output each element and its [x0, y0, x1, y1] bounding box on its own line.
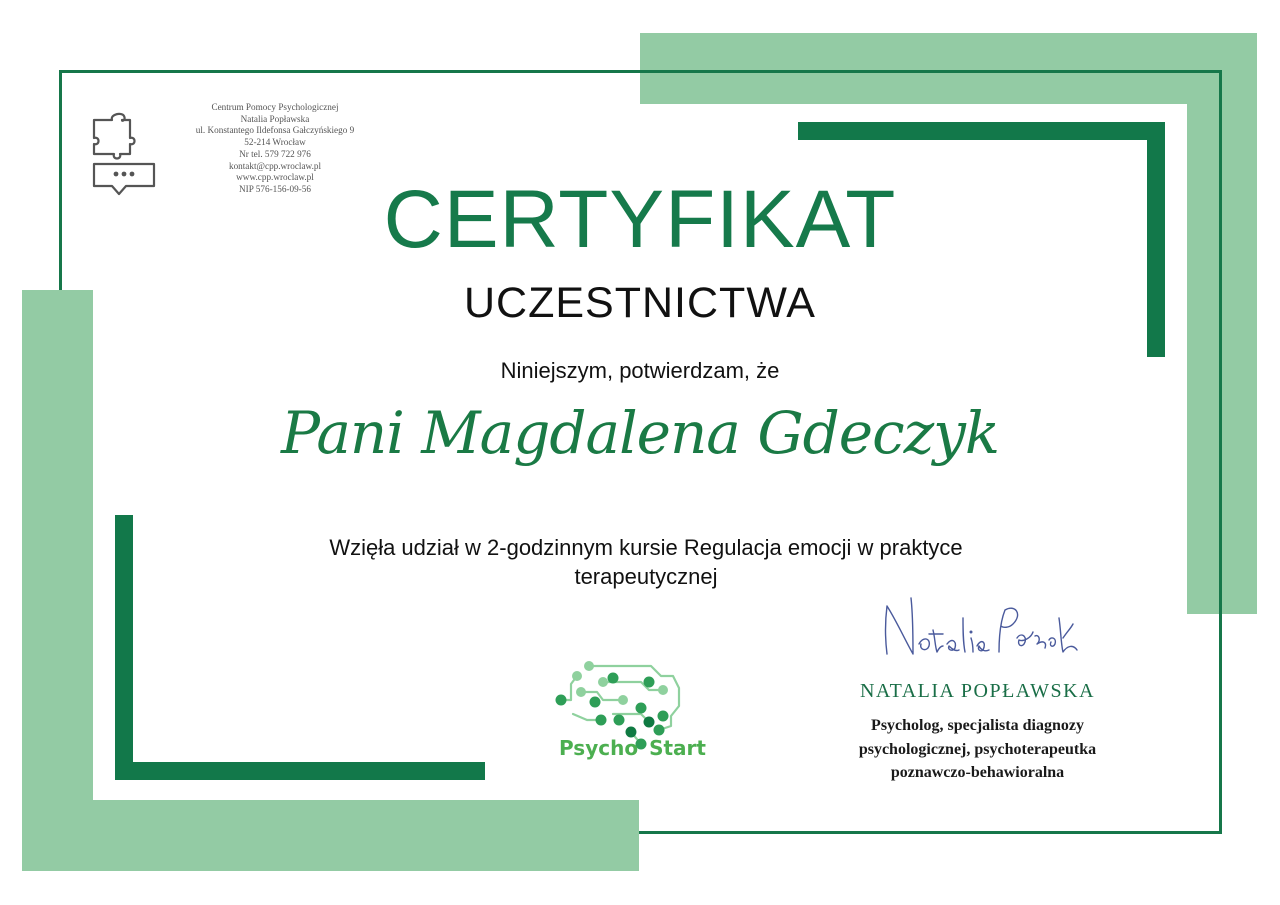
certificate-intro: Niniejszym, potwierdzam, że: [500, 358, 780, 383]
decor-dark-bar-top-right: [798, 122, 1165, 140]
logo-word-psycho: Psycho: [559, 736, 639, 760]
handwritten-signature: [875, 588, 1090, 668]
stamp-line: NIP 576-156-09-56: [239, 183, 311, 194]
course-description: [290, 533, 1002, 591]
signer-name: NATALIA POPŁAWSKA: [859, 680, 1096, 702]
decor-light-column-left: [22, 290, 93, 871]
psychostart-logo: [553, 658, 733, 768]
signer-role-line: poznawczo-behawioralna: [890, 764, 1065, 781]
description-line: Wzięła udział w 2-godzinnym kursie Regulacja emocji w praktyce: [329, 535, 963, 560]
signer-role: [805, 714, 1150, 785]
logo-word-start: Start: [649, 736, 706, 760]
recipient-name: Pani Magdalena Gdeczyk: [280, 399, 1000, 467]
decor-dark-bar-bottom-left: [115, 762, 485, 780]
stamp-line: kontakt@cpp.wroclaw.pl: [228, 160, 322, 171]
certificate-subtitle: UCZESTNICTWA: [464, 279, 816, 327]
decor-dark-column-left: [115, 515, 133, 780]
certificate-title: CERTYFIKAT: [383, 174, 897, 265]
description-line: terapeutycznej: [574, 564, 718, 589]
stamp-line: Natalia Popławska: [240, 113, 310, 124]
stamp-line: ul. Konstantego Ildefonsa Gałczyńskiego 9: [195, 125, 355, 136]
stamp-line: Centrum Pomocy Psychologicznej: [211, 102, 339, 112]
signature: [875, 588, 1090, 668]
stamp-line: 52-214 Wrocław: [244, 137, 306, 148]
stamp-line: www.cpp.wroclaw.pl: [236, 172, 314, 183]
signer-role-line: psychologicznej, psychoterapeutka: [858, 740, 1097, 758]
signer-role-line: Psycholog, specjalista diagnozy: [871, 717, 1084, 734]
puzzle-chat-icon: [88, 108, 168, 200]
decor-dark-column-right: [1147, 122, 1165, 357]
stamp-line: Nr tel. 579 722 976: [239, 148, 311, 159]
decor-light-bar-bottom-left: [22, 800, 639, 871]
